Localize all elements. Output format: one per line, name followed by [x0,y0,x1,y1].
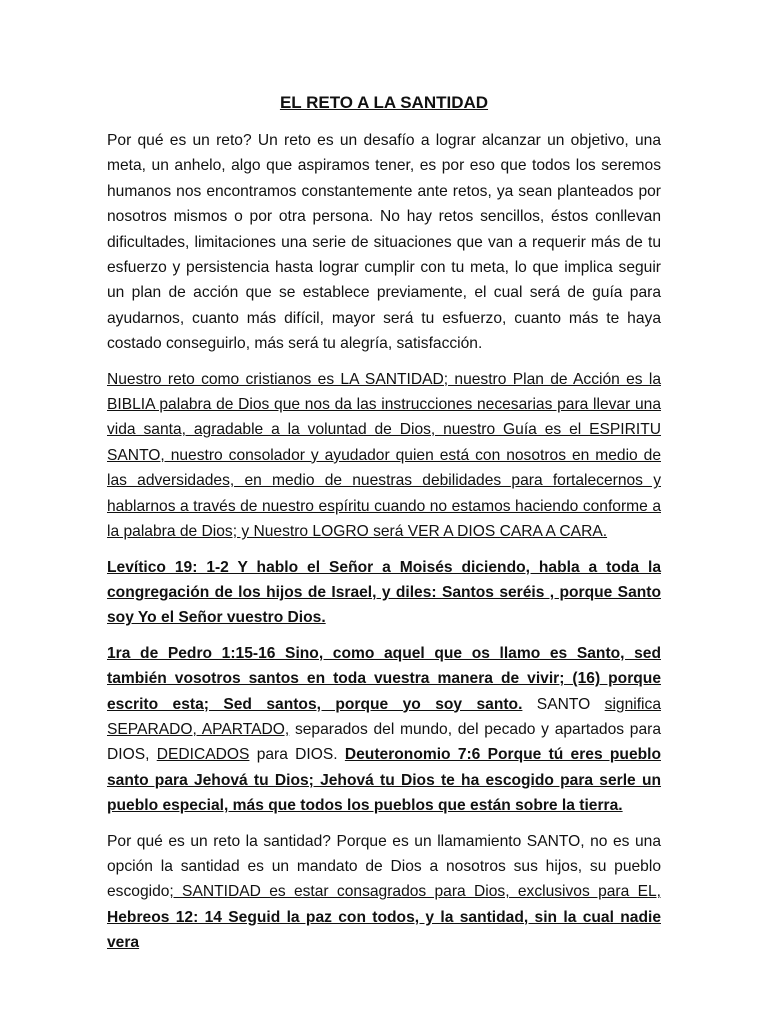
deuteronomio-quote: Deuteronomio 7:6 Porque tú eres pueblo santo para Jehová tu Dios; Jehová tu Dios te ha escogido para serle un pueblo especial, más que todos los pueblos que están sobre la tierra. [107,746,661,815]
para-dios-text: para DIOS. [249,746,345,764]
paragraph-reto-cristianos: Nuestro reto como cristianos es LA SANTIDAD; nuestro Plan de Acción es la BIBLIA palabra de Dios que nos da las instrucciones necesarias para llevar una vida santa, agradable a la voluntad de Dios, nuestro Guía es el ESPIRITU SANTO, nuestro consolador y ayudador quien está con nosotros en medio de las adversidades, en medio de nuestras debilidades para fortalecernos y hablarnos a través de nuestro espíritu cuando no estamos haciendo conforme a la palabra de Dios; y Nuestro LOGRO será VER A DIOS CARA A CARA. [107,370,661,541]
pedro-quote: 1ra de Pedro 1:15-16 Sino, como aquel que os llamo es Santo, sed también vosotros santos en toda vuestra manera de vivir; (16) porque escrito esta; Sed santos, porque yo soy santo. [107,644,661,713]
document-title: EL RETO A LA SANTIDAD [279,93,489,112]
paragraph-intro: Por qué es un reto? Un reto es un desafío a lograr alcanzar un objetivo, una meta, un anhelo, algo que aspiramos tener, es por eso que todos los seremos humanos nos encontramos constantemente ante retos, ya sean planteados por nosotros mismos o por otra persona. No hay retos sencillos, éstos conllevan dificultades, limitaciones una serie de situaciones que van a requerir más de tu esfuerzo y persistencia hasta lograr cumplir con tu meta, lo que implica seguir un plan de acción que se establece previamente, el cual será de guía para ayudarnos, cuanto más difícil, mayor será tu esfuerzo, cuanto más te haya costado conseguirlo, más será tu alegría, satisfacción. [107,132,661,353]
santidad-consagrados: ; SANTIDAD es estar consagrados para Dios, exclusivos para EL, [169,883,661,901]
santo-word: SANTO [522,695,605,713]
dedicados-word: DEDICADOS [156,746,250,764]
hebreos-quote: Hebreos 12: 14 Seguid la paz con todos, y la santidad, sin la cual nadie vera [107,908,661,952]
separados-text: separados del mundo, del pecado y apartados para DIOS, [107,720,661,764]
paragraph-levitico: Levítico 19: 1-2 Y hablo el Señor a Moisés diciendo, habla a toda la congregación de los hijos de Israel, y diles: Santos seréis , porque Santo soy Yo el Señor vuestro Dios. [107,558,661,627]
paragraph-pedro [107,641,661,819]
significa-separado: significa SEPARADO, APARTADO, [107,695,661,738]
llamamiento-text: Por qué es un reto la santidad? Porque es un llamamiento SANTO, no es una opción la santidad es un mandato de Dios a nosotros sus hijos, su pueblo escogido [107,832,661,901]
paragraph-llamamiento [107,829,661,956]
